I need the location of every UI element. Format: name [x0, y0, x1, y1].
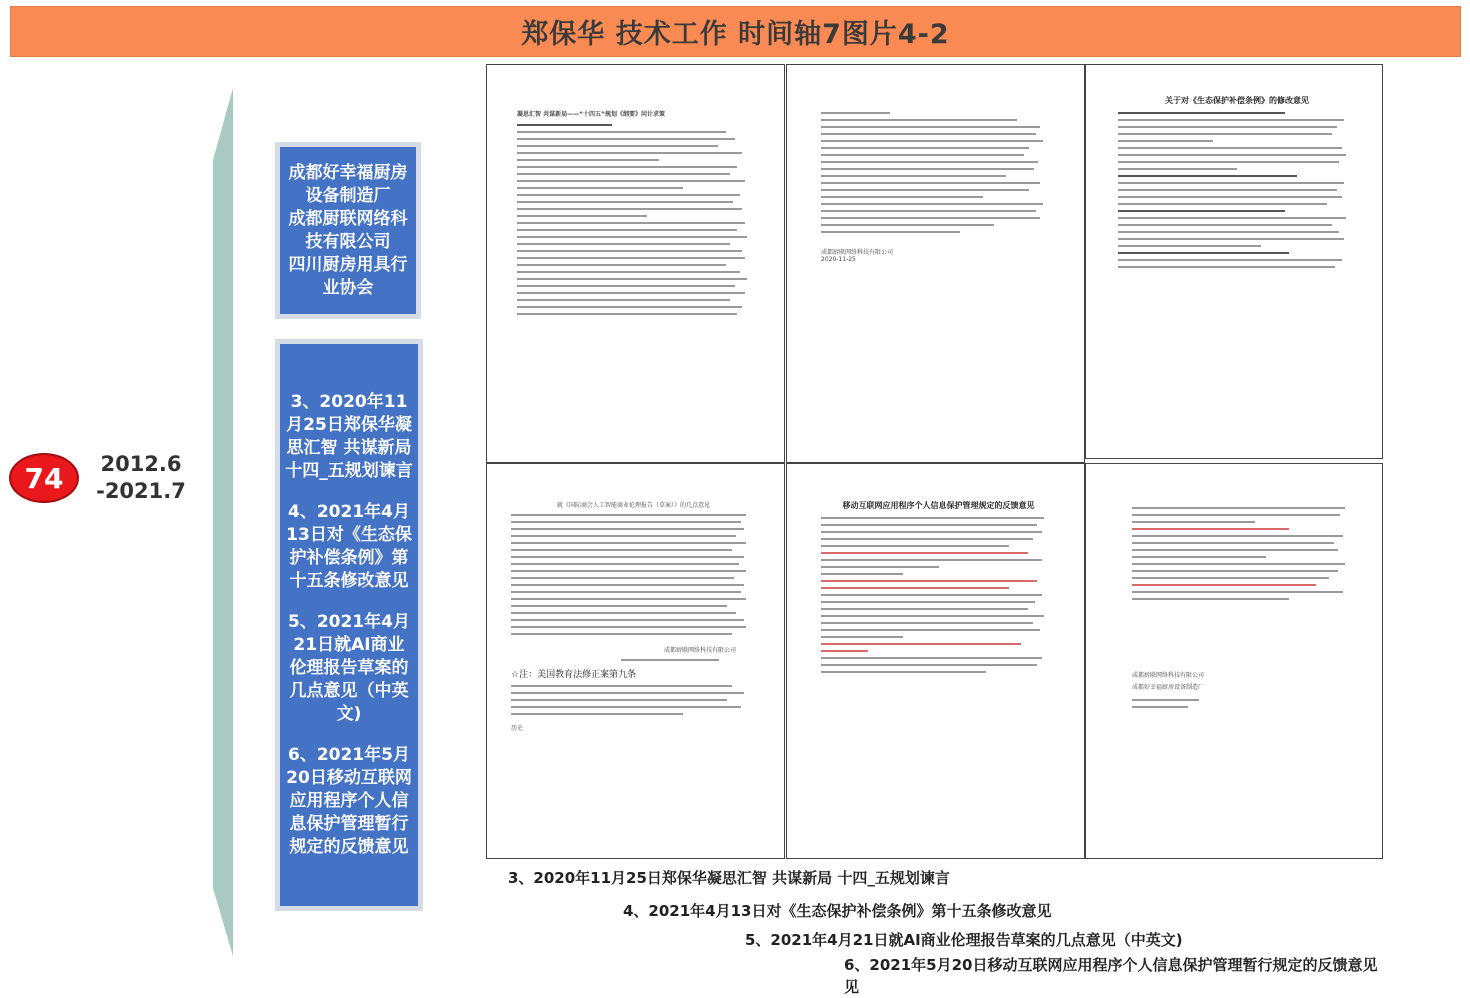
date-range-text: 2012.6 -2021.7 [96, 452, 186, 503]
document-thumbnail[interactable] [786, 463, 1085, 859]
caption-line: 见 [844, 978, 860, 996]
document-thumbnail[interactable] [1085, 463, 1383, 859]
caption-line: 4、2021年4月13日对《生态保护补偿条例》第十五条修改意见 [623, 902, 1052, 920]
doc-title: 关于对《生态保护补偿条例》的修改意见 [1165, 96, 1309, 105]
org-line: 设备制造厂 [305, 185, 391, 206]
org-line: 技有限公司 [305, 231, 391, 252]
title-bar [10, 6, 1461, 57]
document-thumbnail[interactable] [1085, 64, 1383, 459]
org-line: 业协会 [322, 277, 374, 298]
event-item: 6、2021年5月20日移动互联网应用程序个人信息保护管理暂行规定的反馈意见 [286, 745, 412, 857]
caption-line: 5、2021年4月21日就AI商业伦理报告草案的几点意见（中英文) [745, 931, 1183, 949]
event-item: 5、2021年4月21日就AI商业伦理报告草案的几点意见（中英文) [288, 612, 410, 724]
org-line: 成都厨联网络科 [288, 208, 408, 229]
document-thumbnail[interactable] [486, 463, 785, 859]
page-title: 郑保华 技术工作 时间轴7图片4-2 [521, 19, 950, 50]
badge-number: 74 [24, 461, 64, 495]
date-range [96, 451, 186, 505]
doc-title: 移动互联网应用程序个人信息保护管理规定的反馈意见 [842, 501, 1035, 510]
organization-card [275, 142, 421, 319]
caption-line: 3、2020年11月25日郑保华凝思汇智 共谋新局 十四_五规划谏言 [508, 869, 950, 887]
number-badge [9, 453, 79, 503]
doc-footer: 成都厨联网络科技有限公司 [663, 647, 736, 654]
timeline-wedge [213, 88, 235, 958]
events-card [275, 339, 423, 911]
document-thumbnail[interactable] [786, 64, 1085, 463]
event-item: 3、2020年11月25日郑保华凝思汇智 共谋新局 十四_五规划谏言 [285, 392, 413, 481]
org-line: 四川厨房用具行 [288, 254, 408, 275]
doc-footer: 成都厨联网络科技有限公司 成都好幸福厨房设备制造厂 [1132, 672, 1205, 691]
doc-footer: 成都厨联网络科技有限公司 2020-11-25 [821, 249, 894, 263]
doc-title: 就《国际商会人工智能商业伦理报告（草案）》的几点意见 [556, 502, 710, 509]
caption-line: 6、2021年5月20日移动互联网应用程序个人信息保护管理暂行规定的反馈意见 [844, 956, 1378, 974]
doc-tail: 历史 [511, 725, 524, 732]
doc-title: 凝思汇智 共谋新局——“十四五”规划《纲要》问计求策 [517, 111, 665, 118]
org-line: 成都好幸福厨房 [288, 162, 408, 183]
doc-note: ☆注：美国教育法修正案第九条 [511, 670, 637, 680]
event-item: 4、2021年4月13日对《生态保护补偿条例》第十五条修改意见 [286, 502, 412, 591]
document-thumbnail[interactable] [486, 64, 785, 463]
